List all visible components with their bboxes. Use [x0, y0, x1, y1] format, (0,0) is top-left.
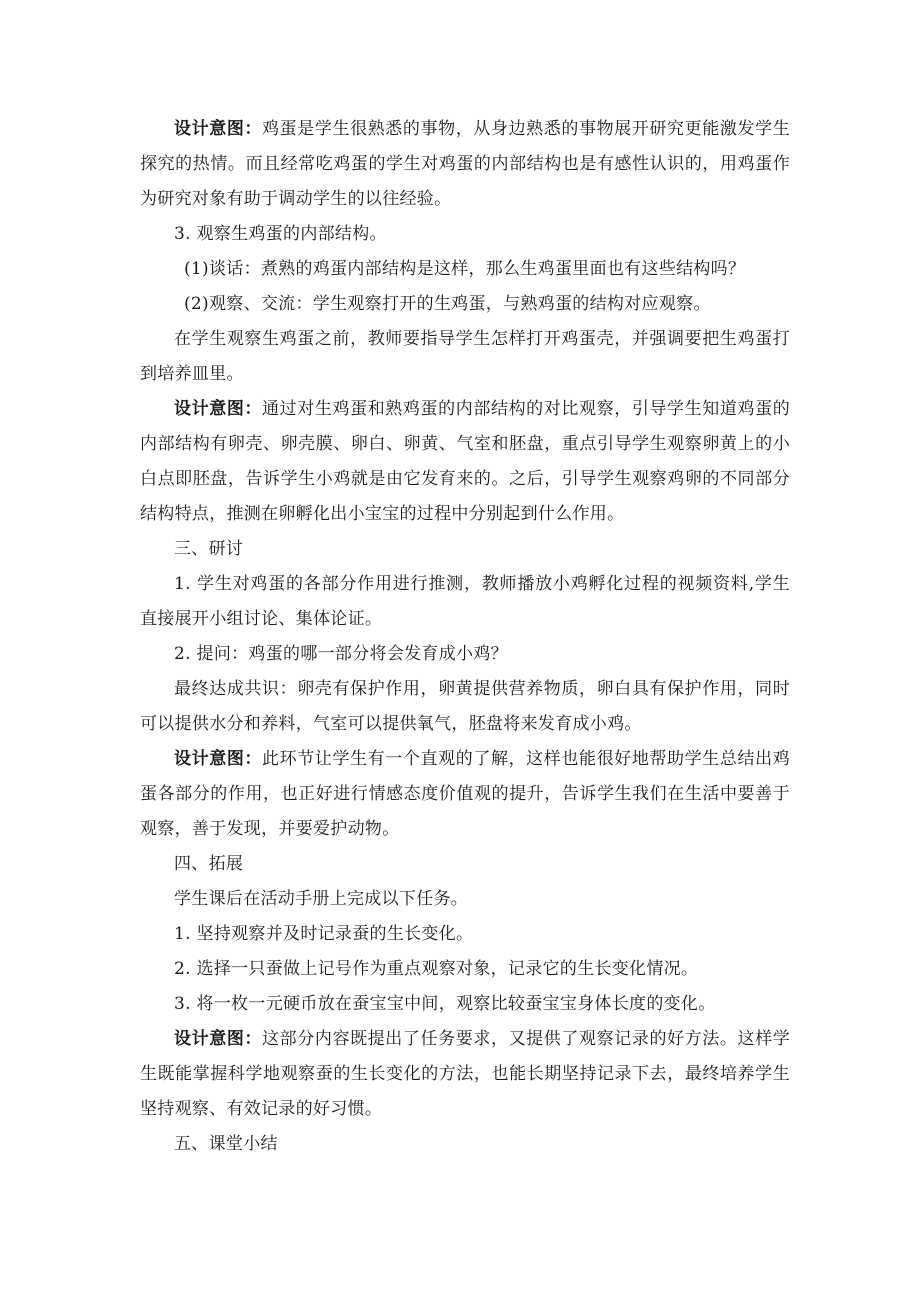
paragraph-text: 四、拓展 — [174, 854, 244, 874]
paragraph-text: 三、研讨 — [174, 539, 244, 559]
design-intent-paragraph — [140, 392, 790, 532]
design-intent-label: 设计意图： — [174, 1029, 263, 1049]
paragraph-text: 3. 观察生鸡蛋的内部结构。 — [174, 224, 387, 244]
design-intent-label: 设计意图： — [174, 119, 263, 139]
paragraph — [140, 252, 790, 287]
paragraph — [140, 672, 790, 742]
paragraph — [140, 217, 790, 252]
paragraph — [140, 322, 790, 392]
paragraph-text: 3. 将一枚一元硬币放在蚕宝宝中间，观察比较蚕宝宝身体长度的变化。 — [174, 994, 716, 1014]
design-intent-paragraph — [140, 112, 790, 217]
paragraph-text: 1. 坚持观察并及时记录蚕的生长变化。 — [174, 924, 474, 944]
design-intent-label: 设计意图： — [174, 749, 263, 769]
design-intent-paragraph — [140, 1022, 790, 1127]
paragraph-text: 这部分内容既提出了任务要求，又提供了观察记录的好方法。这样学生既能掌握科学地观察蚕的生长变化的方法，也能长期坚持记录下去，最终培养学生坚持观察、有效记录的好习惯。 — [140, 1029, 791, 1119]
paragraph-text: (2)观察、交流：学生观察打开的生鸡蛋，与熟鸡蛋的结构对应观察。 — [184, 294, 711, 314]
paragraph-text: 2. 提问：鸡蛋的哪一部分将会发育成小鸡？ — [174, 644, 508, 664]
paragraph — [140, 917, 790, 952]
paragraph-text: 鸡蛋是学生很熟悉的事物，从身边熟悉的事物展开研究更能激发学生探究的热情。而且经常吃鸡蛋的学生对鸡蛋的内部结构也是有感性认识的，用鸡蛋作为研究对象有助于调动学生的以往经验。 — [140, 119, 791, 209]
paragraph-text: 五、课堂小结 — [174, 1134, 278, 1154]
paragraph — [140, 987, 790, 1022]
paragraph — [140, 532, 790, 567]
design-intent-paragraph — [140, 742, 790, 847]
paragraph — [140, 952, 790, 987]
design-intent-label: 设计意图： — [174, 399, 263, 419]
paragraph-text: 2. 选择一只蚕做上记号作为重点观察对象，记录它的生长变化情况。 — [174, 959, 699, 979]
paragraph-text: 最终达成共识：卵壳有保护作用，卵黄提供营养物质，卵白具有保护作用，同时可以提供水分和养料，气室可以提供氧气，胚盘将来发育成小鸡。 — [140, 679, 790, 734]
paragraph — [140, 1127, 790, 1162]
paragraph-text: 1. 学生对鸡蛋的各部分作用进行推测，教师播放小鸡孵化过程的视频资料,学生直接展开小组讨论、集体论证。 — [140, 574, 790, 629]
paragraph-text: 在学生观察生鸡蛋之前，教师要指导学生怎样打开鸡蛋壳，并强调要把生鸡蛋打到培养皿里。 — [140, 329, 790, 384]
paragraph-text: (1)谈话：煮熟的鸡蛋内部结构是这样，那么生鸡蛋里面也有这些结构吗？ — [184, 259, 746, 279]
paragraph-text: 通过对生鸡蛋和熟鸡蛋的内部结构的对比观察，引导学生知道鸡蛋的内部结构有卵壳、卵壳膜、卵白、卵黄、气室和胚盘，重点引导学生观察卵黄上的小白点即胚盘，告诉学生小鸡就是由它发育来的。之后，引导学生观察鸡卵的不同部分结构特点，推测在卵孵化出小宝宝的过程中分别起到什么作用。 — [140, 399, 791, 524]
paragraph — [140, 847, 790, 882]
paragraph-text: 此环节让学生有一个直观的了解，这样也能很好地帮助学生总结出鸡蛋各部分的作用，也正好进行情感态度价值观的提升，告诉学生我们在生活中要善于观察，善于发现，并要爱护动物。 — [140, 749, 791, 839]
paragraph — [140, 567, 790, 637]
paragraph-text: 学生课后在活动手册上完成以下任务。 — [174, 889, 469, 909]
paragraph — [140, 882, 790, 917]
paragraph — [140, 287, 790, 322]
document-body — [140, 112, 790, 1162]
paragraph — [140, 637, 790, 672]
